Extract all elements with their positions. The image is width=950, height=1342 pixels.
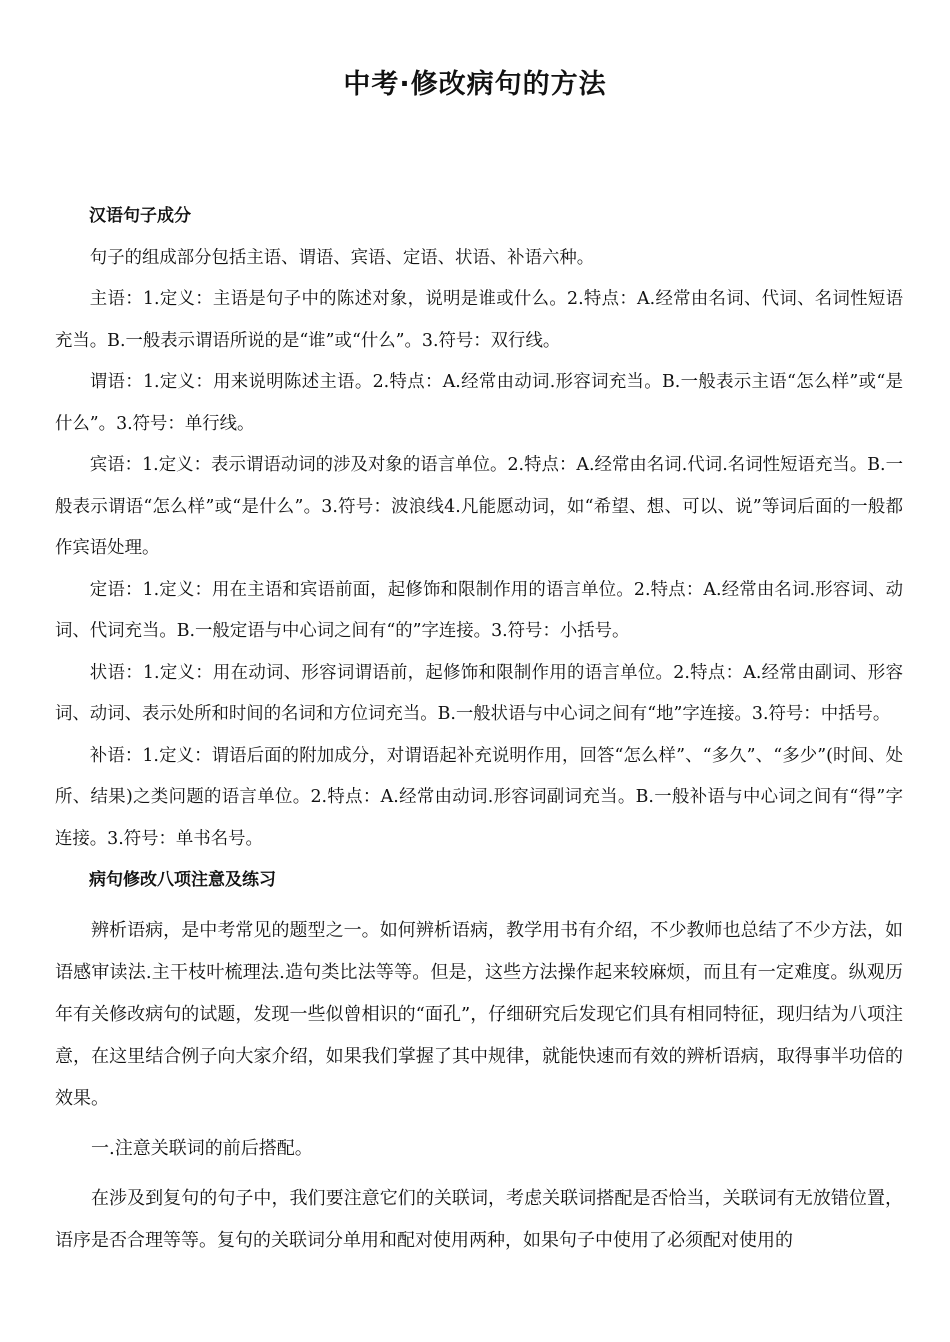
section-heading-sentence-correction: 病句修改八项注意及练习: [89, 870, 276, 890]
document-title: 中考·修改病句的方法: [343, 69, 607, 100]
section-heading-sentence-components: 汉语句子成分: [89, 206, 191, 226]
document-body: [55, 196, 903, 1262]
paragraph-attributive: 定语：1.定义：用在主语和宾语前面，起修饰和限制作用的语言单位。2.特点：A.经常由名词.形容词、动词、代词充当。B.一般定语与中心词之间有“的”字连接。3.符号：小括号。: [55, 579, 903, 641]
paragraph-components-intro: 句子的组成部分包括主语、谓语、宾语、定语、状语、补语六种。: [89, 247, 595, 268]
paragraph-object: 宾语：1.定义：表示谓语动词的涉及对象的语言单位。2.特点：A.经常由名词.代词.名词性短语充当。B.一般表示谓语“怎么样”或“是什么”。3.符号：波浪线4.凡能愿动词，如“希望、想、可以、说”等词后面的一般都作宾语处理。: [55, 455, 903, 558]
paragraph-subject: 主语：1.定义：主语是句子中的陈述对象，说明是谁或什么。2.特点：A.经常由名词、代词、名词性短语充当。B.一般表示谓语所说的是“谁”或“什么”。3.符号：双行线。: [55, 289, 903, 351]
paragraph-predicate: 谓语：1.定义：用来说明陈述主语。2.特点：A.经常由动词.形容词充当。B.一般表示主语“怎么样”或“是什么”。3.符号：单行线。: [55, 372, 903, 434]
paragraph-adverbial: 状语：1.定义：用在动词、形容词谓语前，起修饰和限制作用的语言单位。2.特点：A.经常由副词、形容词、动词、表示处所和时间的名词和方位词充当。B.一般状语与中心词之间有“地”字连接。3.符号：中括号。: [55, 662, 903, 724]
point-1-body: 在涉及到复句的句子中，我们要注意它们的关联词，考虑关联词搭配是否恰当，关联词有无放错位置，语序是否合理等等。复句的关联词分单用和配对使用两种，如果句子中使用了必须配对使用的: [55, 1187, 903, 1251]
paragraph-complement: 补语：1.定义：谓语后面的附加成分，对谓语起补充说明作用，回答“怎么样”、“多久”、“多少”(时间、处所、结果)之类问题的语言单位。2.特点：A.经常由动词.形容词副词充当。B.一般补语与中心词之间有“得”字连接。3.符号：单书名号。: [55, 745, 903, 849]
paragraph-correction-intro: 辨析语病，是中考常见的题型之一。如何辨析语病，教学用书有介绍，不少教师也总结了不少方法，如语感审读法.主干枝叶梳理法.造句类比法等等。但是，这些方法操作起来较麻烦，而且有一定难度。纵观历年有关修改病句的试题，发现一些似曾相识的“面孔”，仔细研究后发现它们具有相同特征，现归结为八项注意，在这里结合例子向大家介绍，如果我们掌握了其中规律，就能快速而有效的辨析语病，取得事半功倍的效果。: [55, 919, 903, 1109]
point-1-title: 一.注意关联词的前后搭配。: [91, 1137, 313, 1159]
